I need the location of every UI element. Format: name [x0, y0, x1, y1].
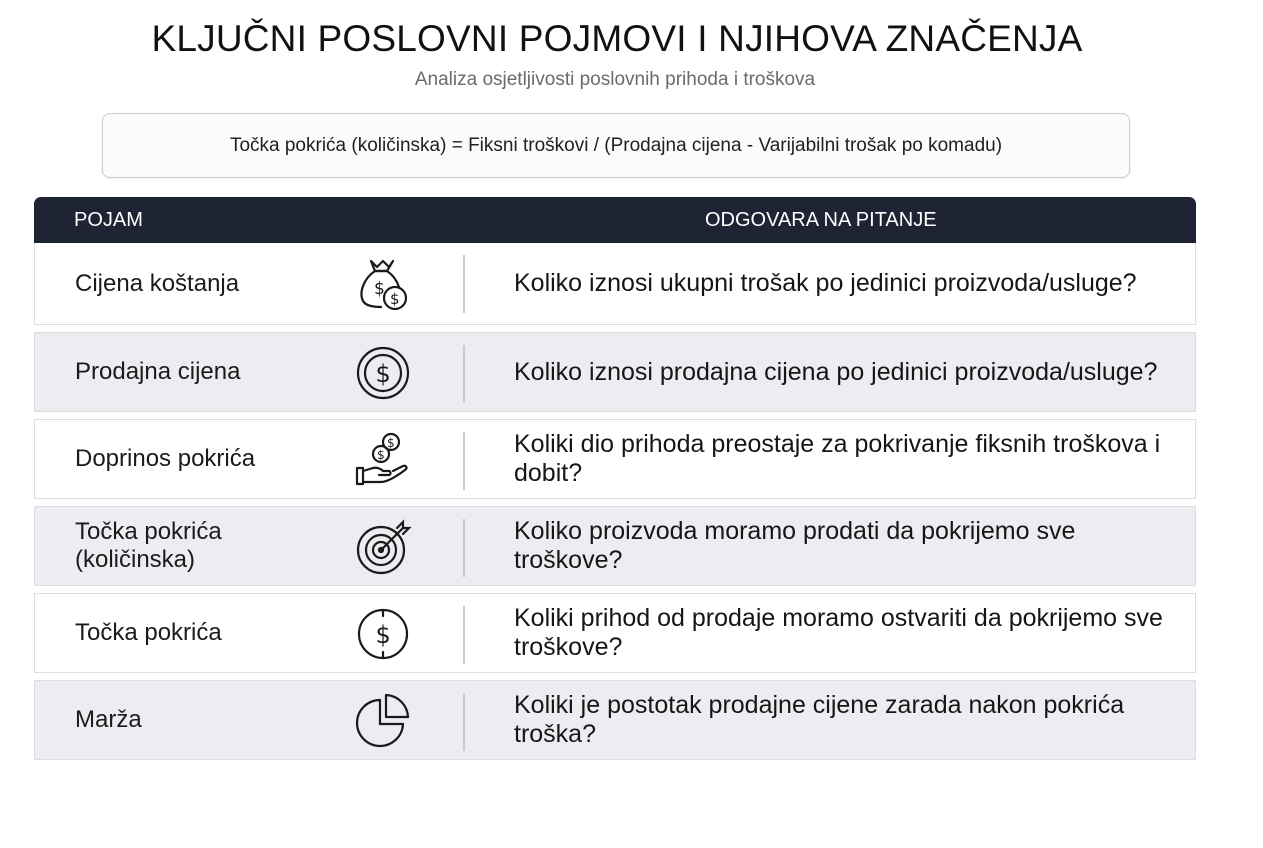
- svg-text:$: $: [375, 360, 391, 388]
- terms-table: [34, 197, 1196, 767]
- term-label: Točka pokrića: [75, 619, 222, 646]
- column-divider: [463, 693, 465, 751]
- column-header-term: POJAM: [74, 209, 143, 231]
- question-text: Koliki prihod od prodaje moramo ostvariti da pokrijemo sve troškove?: [514, 604, 1163, 661]
- table-row: [34, 680, 1196, 760]
- term-label: Marža: [75, 706, 142, 733]
- term-label: Prodajna cijena: [75, 358, 241, 385]
- table-row: [34, 243, 1196, 325]
- money-bag-icon: [353, 253, 413, 313]
- question-text: Koliko proizvoda moramo prodati da pokrijemo sve troškove?: [514, 517, 1076, 574]
- question-text: Koliki dio prihoda preostaje za pokrivanje fiksnih troškova i dobit?: [514, 430, 1161, 487]
- page-subtitle: Analiza osjetljivosti poslovnih prihoda i troškova: [414, 69, 816, 90]
- column-divider: [463, 255, 465, 313]
- column-divider: [463, 606, 465, 664]
- svg-text:$: $: [374, 279, 385, 299]
- formula-box: [102, 113, 1130, 178]
- table-row: [34, 419, 1196, 499]
- svg-text:$: $: [375, 621, 391, 649]
- term-label: Doprinos pokrića: [75, 445, 256, 472]
- question-text: Koliko iznosi prodajna cijena po jedinici proizvoda/usluge?: [514, 357, 1158, 386]
- column-divider: [463, 345, 465, 403]
- svg-text:$: $: [377, 448, 385, 462]
- column-header-question: ODGOVARA NA PITANJE: [705, 209, 937, 231]
- column-divider: [463, 519, 465, 577]
- pie-chart-icon: [353, 691, 413, 751]
- svg-text:$: $: [387, 436, 395, 450]
- question-text: Koliki je postotak prodajne cijene zarada nakon pokrića troška?: [514, 691, 1125, 748]
- hand-coins-icon: [353, 430, 413, 490]
- column-divider: [463, 432, 465, 490]
- term-label: Cijena koštanja: [75, 269, 240, 297]
- table-row: [34, 332, 1196, 412]
- dollar-coin-icon: [353, 343, 413, 403]
- table-row: [34, 506, 1196, 586]
- svg-text:$: $: [390, 290, 400, 308]
- table-row: [34, 593, 1196, 673]
- formula-text: Točka pokrića (količinska) = Fiksni troškovi / (Prodajna cijena - Varijabilni trošak po komadu): [229, 134, 1003, 156]
- dollar-target-icon: [353, 604, 413, 664]
- question-text: Koliko iznosi ukupni trošak po jedinici proizvoda/usluge?: [514, 269, 1137, 297]
- page-title: KLJUČNI POSLOVNI POJMOVI I NJIHOVA ZNAČENJA: [151, 18, 1083, 59]
- table-header: [34, 197, 1196, 243]
- target-arrow-icon: [353, 517, 413, 577]
- term-label: Točka pokrića (količinska): [75, 518, 222, 573]
